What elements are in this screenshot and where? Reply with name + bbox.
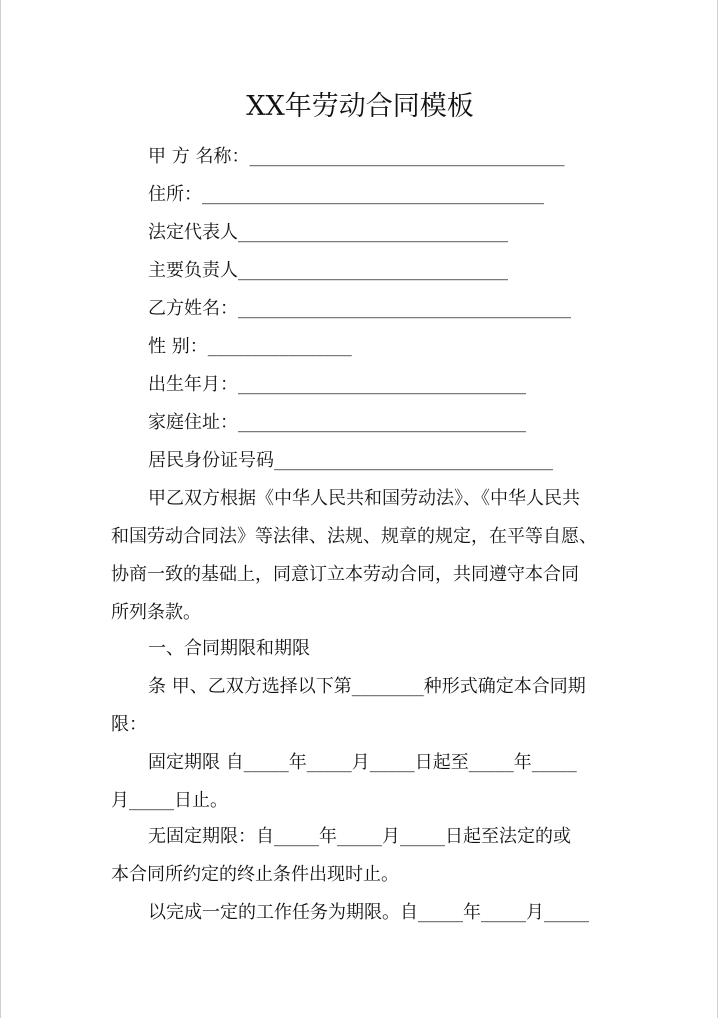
clause-line: 限： (111, 714, 147, 735)
legal-representative-field: 法定代表人______________________________ (148, 222, 508, 243)
preamble-line: 和国劳动合同法》等法律、法规、规章的规定，在平等自愿、 (111, 526, 597, 547)
open-term-line: 无固定期限：自_____年_____月_____日起至法定的或 (148, 826, 571, 847)
fixed-term-line: 月_____日止。 (111, 790, 228, 811)
preamble-line: 协商一致的基础上，同意订立本劳动合同，共同遵守本合同 (111, 564, 579, 585)
open-term-line: 本合同所约定的终止条件出现时止。 (111, 864, 399, 885)
preamble-line: 甲乙双方根据《中华人民共和国劳动法》、《中华人民共 (148, 488, 580, 509)
home-address-field: 家庭住址：________________________________ (148, 412, 526, 433)
party-a-name-field: 甲 方 名称：___________________________________ (148, 146, 565, 167)
task-term-line: 以完成一定的工作任务为期限。自_____年_____月_____ (148, 902, 589, 923)
fixed-term-line: 固定期限 自_____年_____月_____日起至_____年_____ (148, 752, 577, 773)
party-a-address-field: 住所：______________________________________ (148, 184, 544, 205)
gender-field: 性 别：________________ (148, 336, 352, 357)
party-b-name-field: 乙方姓名：_____________________________________ (148, 298, 571, 319)
birth-date-field: 出生年月：________________________________ (148, 374, 526, 395)
principal-person-field: 主要负责人______________________________ (148, 260, 508, 281)
section-heading: 一、合同期限和期限 (148, 638, 310, 659)
clause-line: 条 甲、乙双方选择以下第________种形式确定本合同期 (148, 676, 586, 697)
document-title: XX年劳动合同模板 (246, 91, 474, 122)
preamble-line: 所列条款。 (111, 602, 201, 623)
id-number-field: 居民身份证号码_______________________________ (148, 450, 553, 471)
